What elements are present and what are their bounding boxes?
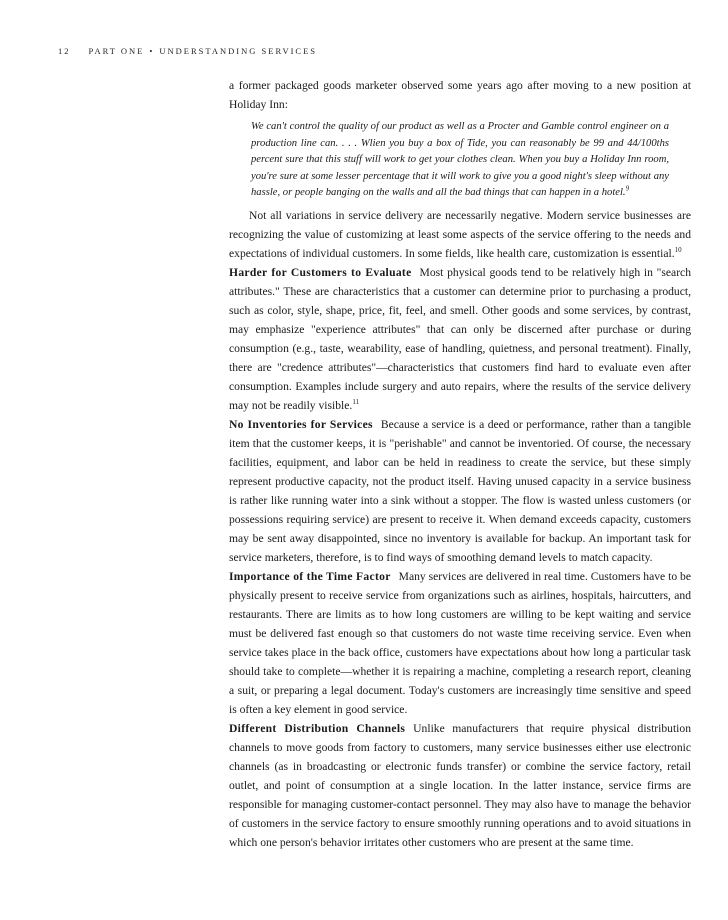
section-distribution <box>229 719 691 852</box>
footnote-ref: 11 <box>352 398 360 407</box>
section-text: Most physical goods tend to be relatively high in "search attributes." These are characteristics that a customer can determine prior to purchasing a product, such as color, style, shape, price, fit, feel, and smell. Other goods and some services, by contrast, may emphasize "experience attributes" that can only be discerned after purchase or during consumption (e.g., taste, wearability, ease of handling, quietness, and personal treatment). Finally, there are "credence attributes"—characteristics that customers find hard to evaluate even after consumption. Examples include surgery and auto repairs, where the results of the service delivery may not be readily visible. <box>229 265 692 412</box>
text-column <box>229 76 691 852</box>
quote-text: We can't control the quality of our product as well as a Procter and Gamble control engineer on a production line can. . . . Wlien you buy a box of Tide, you can reasonably be 99 and 44/100ths percent sure that this stuff will work to get your clothes clean. When you buy a Holiday Inn room, you're sure at some lesser percentage that it will work to give you a good night's sleep without any hassle, or people banging on the walls and all the bad things that can happen in a hotel. <box>251 121 669 199</box>
part-label: PART ONE <box>88 46 145 56</box>
paragraph-text: Not all variations in service delivery are necessarily negative. Modern service businesses are recognizing the value of customizing at least some aspects of the service offering to the needs and expectations of individual customers. In some fields, like health care, customization is essential. <box>229 208 691 260</box>
section-text: Unlike manufacturers that require physical distribution channels to move goods from factory to customers, many service businesses either use electronic channels (as in broadcasting or electronic funds transfer) or combine the service factory, retail outlet, and point of consumption at a single location. In the latter instance, service firms are responsible for managing customer-contact personnel. They may also have to manage the behavior of customers in the service factory to ensure smoothly running operations and to avoid situations in which one person's behavior irritates other customers who are present at the same time. <box>229 721 691 849</box>
section-heading: Different Distribution Channels <box>229 721 406 735</box>
section-heading: Harder for Customers to Evaluate <box>229 265 412 279</box>
variation-paragraph <box>229 206 691 263</box>
section-heading: No Inventories for Services <box>229 417 373 431</box>
running-head <box>58 46 317 56</box>
section-text: Because a service is a deed or performance, rather than a tangible item that the customer keeps, it is "perishable" and cannot be inventoried. Of course, the necessary facilities, equipment, and labor can be held in readiness to create the service, but these simply represent productive capacity, not the product itself. Having unused capacity in a service business is rather like running water into a sink without a stopper. The flow is wasted unless customers (or possessions requiring service) are present to receive it. When demand exceeds capacity, customers may be sent away disappointed, since no inventory is available for backup. An important task for service marketers, therefore, is to find ways of smoothing demand levels to match capacity. <box>229 417 691 564</box>
footnote-ref: 9 <box>625 184 630 193</box>
block-quote <box>251 119 669 202</box>
footnote-ref: 10 <box>674 246 682 255</box>
intro-paragraph: a former packaged goods marketer observed some years ago after moving to a new position at Holiday Inn: <box>229 79 691 111</box>
separator-bullet: • <box>149 46 155 56</box>
section-heading: Importance of the Time Factor <box>229 569 391 583</box>
section-text: Many services are delivered in real time. Customers have to be physically present to receive service from organizations such as airlines, hospitals, haircutters, and restaurants. There are limits as to how long customers are willing to be kept waiting and service must be delivered fast enough so that customers do not waste time receiving service. Even when service takes place in the back office, customers have expectations about how long a particular task should take to complete—whether it is repairing a machine, completing a research report, cleaning a suit, or preparing a legal document. Today's customers are increasingly time sensitive and speed is often a key element in good service. <box>229 569 692 716</box>
chapter-label: UNDERSTANDING SERVICES <box>159 46 318 56</box>
section-evaluate <box>229 263 691 415</box>
section-inventories <box>229 415 691 567</box>
section-time-factor <box>229 567 691 719</box>
page-number: 12 <box>58 46 71 56</box>
